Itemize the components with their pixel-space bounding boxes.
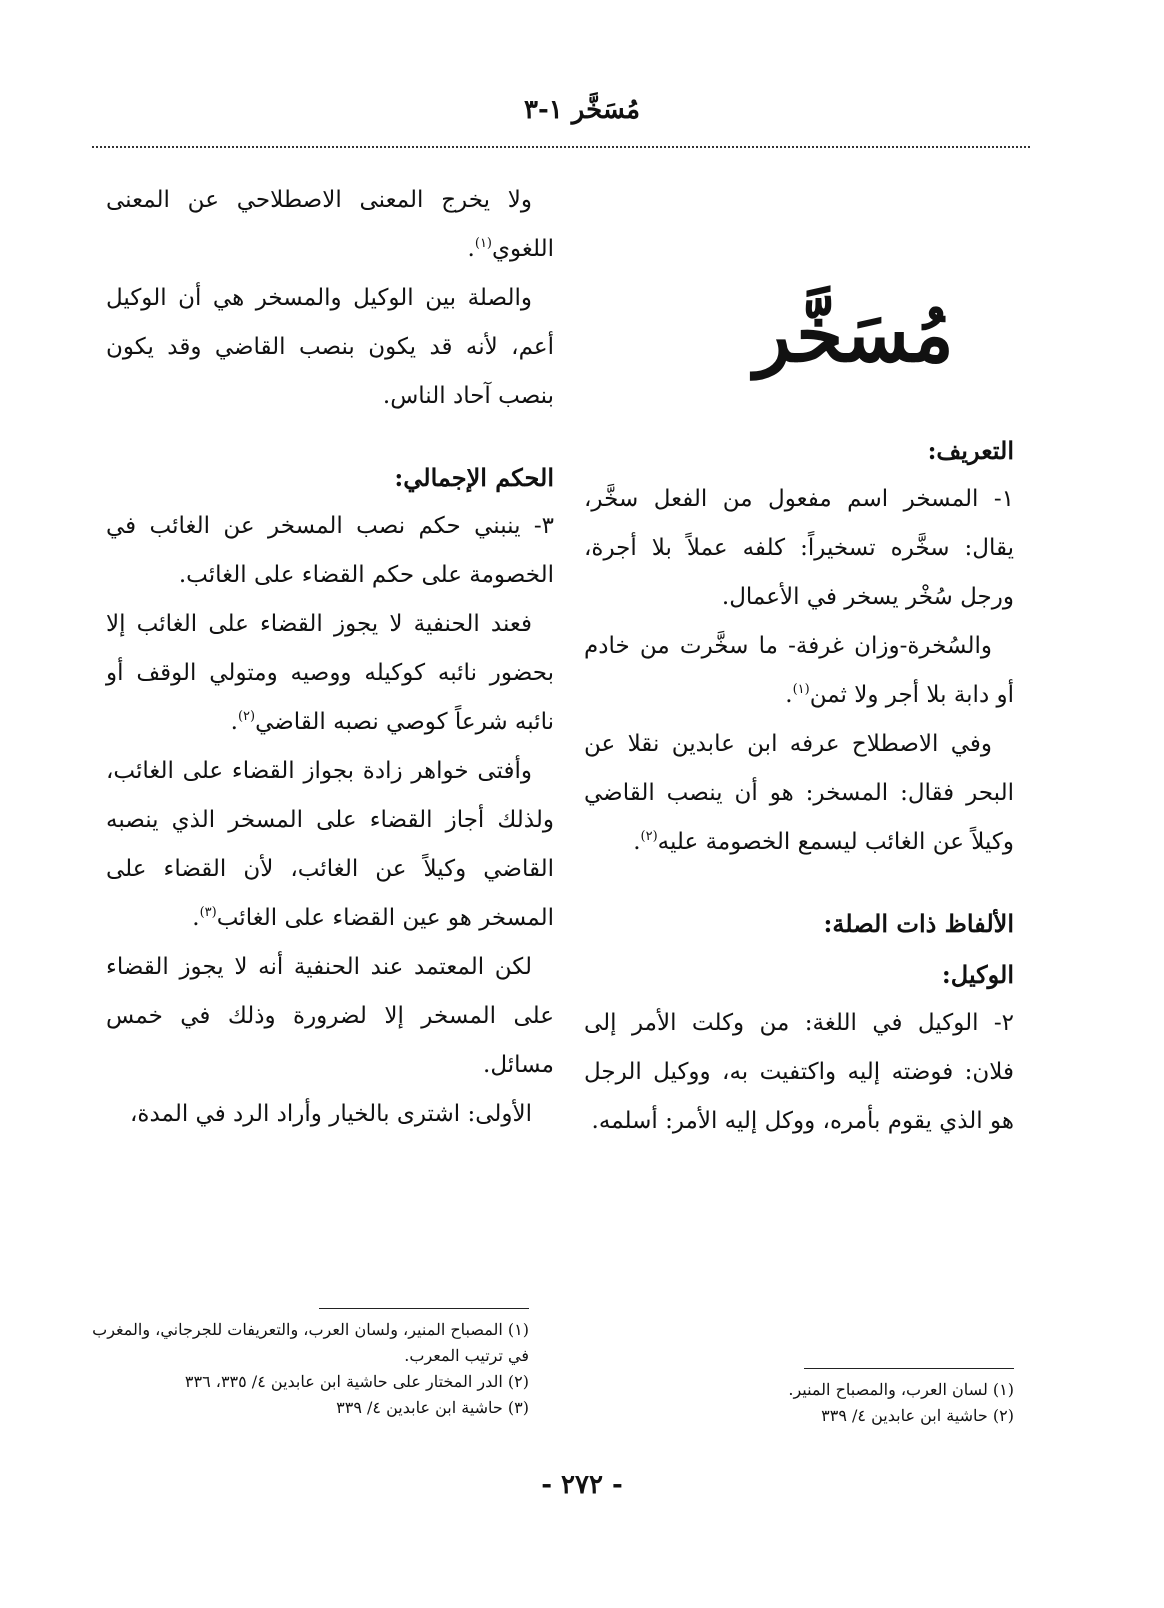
left-paragraph-3: ٣- ينبني حكم نصب المسخر عن الغائب في الخصومة على حكم القضاء على الغائب. xyxy=(106,513,554,588)
right-paragraph-1: ١- المسخر اسم مفعول من الفعل سخَّر، يقال: سخَّره تسخيراً: كلفه عملاً بلا أجرة، ورجل سُخْر يسخر في الأعمال. xyxy=(584,486,1014,610)
article-title: مُسَخَّر xyxy=(754,290,954,379)
footnote-ref: (١) xyxy=(792,682,810,697)
ruling-heading: الحكم الإجمالي: xyxy=(394,463,554,492)
footnotes-left xyxy=(89,1308,529,1421)
left-paragraph-7: الأولى: اشترى بالخيار وأراد الرد في المدة، xyxy=(130,1101,532,1127)
header-divider xyxy=(92,146,1030,148)
right-paragraph-2-text: والسُخرة-وزان غرفة- ما سخَّرت من خادم أو دابة بلا أجر ولا ثمن xyxy=(584,633,1014,708)
page-number: - ٢٧٢ - xyxy=(541,1470,623,1500)
left-paragraph-5: وأفتى خواهر زادة بجواز القضاء على الغائب، ولذلك أجاز القضاء على المسخر الذي ينصبه القاضي وكيلاً عن الغائب، لأن القضاء على المسخر هو عين القضاء على الغائب$^{(٣)}$. xyxy=(106,758,554,931)
right-paragraph-3-text: وفي الاصطلاح عرفه ابن عابدين نقلا عن البحر فقال: المسخر: هو أن ينصب القاضي وكيلاً عن الغائب ليسمع الخصومة عليه xyxy=(584,731,1014,855)
right-column xyxy=(584,290,1014,1146)
footnote-left-3: (٣) حاشية ابن عابدين ٤/ ٣٣٩ xyxy=(336,1398,529,1417)
footnote-right-1: (١) لسان العرب، والمصباح المنير. xyxy=(788,1380,1014,1399)
footnote-ref: (٣) xyxy=(199,905,217,920)
left-column xyxy=(106,176,554,1139)
left-paragraph-2: والصلة بين الوكيل والمسخر هي أن الوكيل أعم، لأنه قد يكون بنصب القاضي وقد يكون بنصب آحاد الناس. xyxy=(106,285,554,409)
definition-heading: التعريف: xyxy=(927,436,1014,465)
left-paragraph-6: لكن المعتمد عند الحنفية أنه لا يجوز القضاء على المسخر إلا لضرورة وذلك في خمس مسائل. xyxy=(106,954,554,1078)
footnote-right-2: (٢) حاشية ابن عابدين ٤/ ٣٣٩ xyxy=(821,1406,1014,1425)
footnote-ref: (٢) xyxy=(640,829,658,844)
footnote-left-1: (١) المصباح المنير، ولسان العرب، والتعريفات للجرجاني، والمغرب في ترتيب المعرب. xyxy=(92,1320,529,1365)
right-paragraph-4: ٢- الوكيل في اللغة: من وكلت الأمر إلى فلان: فوضته إليه واكتفيت به، ووكيل الرجل هو الذي يقوم بأمره، ووكل إليه الأمر: أسلمه. xyxy=(584,1010,1014,1134)
footnotes-right xyxy=(594,1368,1014,1429)
agent-heading: الوكيل: xyxy=(941,960,1014,989)
footnote-divider xyxy=(804,1368,1014,1369)
left-paragraph-4-text: فعند الحنفية لا يجوز القضاء على الغائب إلا بحضور نائبه كوكيله ووصيه ومتولي الوقف أو نائبه شرعاً كوصي نصبه القاضي xyxy=(106,611,554,735)
footnote-ref: (٢) xyxy=(237,709,256,724)
right-paragraph-2: والسُخرة-وزان غرفة- ما سخَّرت من خادم أو دابة بلا أجر ولا ثمن$^{(١)}$. xyxy=(584,633,1014,708)
footnote-left-2: (٢) الدر المختار على حاشية ابن عابدين ٤/ ٣٣٥، ٣٣٦ xyxy=(184,1372,529,1391)
left-paragraph-5-text: وأفتى خواهر زادة بجواز القضاء على الغائب، ولذلك أجاز القضاء على المسخر الذي ينصبه القاضي وكيلاً عن الغائب، لأن القضاء على المسخر هو عين القضاء على الغائب xyxy=(106,758,554,931)
left-paragraph-1: ولا يخرج المعنى الاصطلاحي عن المعنى اللغوي$^{(١)}$. xyxy=(106,187,554,262)
footnote-divider xyxy=(319,1308,529,1309)
right-paragraph-3: وفي الاصطلاح عرفه ابن عابدين نقلا عن البحر فقال: المسخر: هو أن ينصب القاضي وكيلاً عن الغائب ليسمع الخصومة عليه$^{(٢)}$. xyxy=(584,731,1014,855)
footnote-ref: (١) xyxy=(474,236,492,251)
related-terms-heading: الألفاظ ذات الصلة: xyxy=(823,909,1014,938)
page-header: مُسَخَّر ١-٣ xyxy=(523,95,641,125)
left-paragraph-4: فعند الحنفية لا يجوز القضاء على الغائب إلا بحضور نائبه كوكيله ووصيه ومتولي الوقف أو نائبه شرعاً كوصي نصبه القاضي$^{(٢)}$. xyxy=(106,611,554,735)
left-paragraph-1-text: ولا يخرج المعنى الاصطلاحي عن المعنى اللغوي xyxy=(106,187,554,262)
